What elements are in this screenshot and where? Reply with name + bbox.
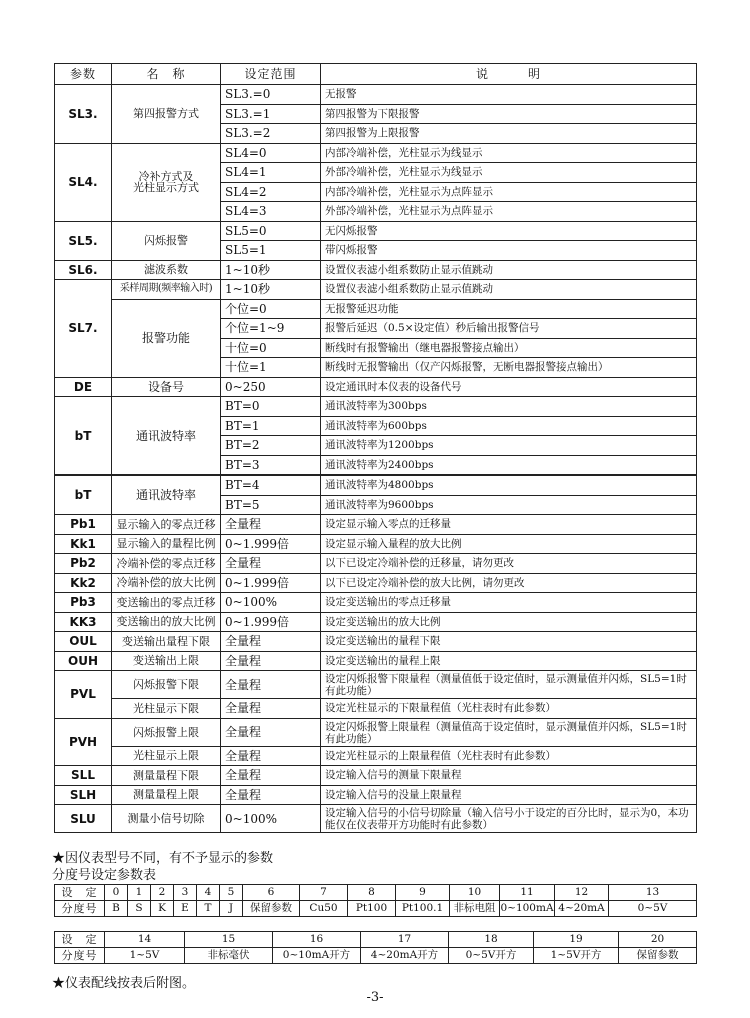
param-range: BT=0 — [221, 397, 321, 417]
param-desc: 设定输入信号的没量上限量程 — [321, 785, 697, 805]
param-desc: 断线时无报警输出（仅产闪烁报警，无断电器报警接点输出） — [321, 358, 697, 378]
table-row — [55, 475, 697, 495]
table-row — [55, 143, 697, 163]
row-label-set: 设 定 — [55, 885, 105, 901]
param-desc: 内部冷端补偿，光柱显示为线显示 — [321, 143, 697, 163]
header-param: 参数 — [55, 64, 112, 85]
division-value: K — [151, 901, 174, 917]
set-value: 12 — [555, 885, 609, 901]
table-row — [55, 746, 697, 766]
set-value: 4 — [197, 885, 220, 901]
param-range: 全量程 — [221, 554, 321, 574]
param-desc: 设定显示输入零点的迁移量 — [321, 515, 697, 535]
param-desc: 外部冷端补偿，光柱显示为点阵显示 — [321, 202, 697, 222]
param-code: bT — [55, 475, 112, 515]
param-name: 测量量程下限 — [112, 766, 221, 786]
param-name — [112, 143, 221, 221]
param-range: 十位=1 — [221, 358, 321, 378]
param-name: 显示输入的量程比例 — [112, 534, 221, 554]
param-range: 0~1.999倍 — [221, 612, 321, 632]
table-row — [55, 785, 697, 805]
param-range: BT=1 — [221, 416, 321, 436]
note-model-params: ★因仪表型号不同，有不予显示的参数 — [52, 851, 274, 866]
param-name: 显示输入的零点迁移 — [112, 515, 221, 535]
set-value: 3 — [174, 885, 197, 901]
division-value: 保留参数 — [619, 948, 697, 964]
param-desc: 设定变送输出的放大比例 — [321, 612, 697, 632]
param-desc: 无闪烁报警 — [321, 221, 697, 241]
param-name: 通讯波特率 — [112, 397, 221, 476]
parameter-table — [54, 63, 697, 833]
param-name: 测量小信号切除 — [112, 805, 221, 833]
header-name: 名 称 — [112, 64, 221, 85]
param-desc: 带闪烁报警 — [321, 241, 697, 261]
param-range: SL3.=1 — [221, 104, 321, 124]
param-range: BT=4 — [221, 475, 321, 495]
param-range: 0~1.999倍 — [221, 534, 321, 554]
param-code: KK3 — [55, 612, 112, 632]
param-name: 闪烁报警下限 — [112, 671, 221, 699]
param-desc: 通讯波特率为300bps — [321, 397, 697, 417]
param-name: 设备号 — [112, 377, 221, 397]
table-row — [55, 948, 697, 964]
table-row — [55, 593, 697, 613]
param-code: SLU — [55, 805, 112, 833]
table-row — [55, 612, 697, 632]
row-label-division: 分度号 — [55, 948, 105, 964]
table-row — [55, 554, 697, 574]
division-value: 1~5V开方 — [534, 948, 619, 964]
param-name-line1: 冷补方式及 — [138, 170, 194, 183]
param-name: 测量量程上限 — [112, 785, 221, 805]
param-range: SL4=0 — [221, 143, 321, 163]
param-name: 变送输出的放大比例 — [112, 612, 221, 632]
division-value: J — [220, 901, 243, 917]
table-row — [55, 805, 697, 833]
param-code: Pb1 — [55, 515, 112, 535]
param-desc: 设定通讯时本仪表的设备代号 — [321, 377, 697, 397]
division-value: B — [105, 901, 128, 917]
param-range: SL4=1 — [221, 163, 321, 183]
param-name: 滤波系数 — [112, 260, 221, 280]
division-value: 0~5V开方 — [449, 948, 534, 964]
set-value: 0 — [105, 885, 128, 901]
set-value: 20 — [619, 932, 697, 948]
param-code: SLH — [55, 785, 112, 805]
param-desc: 设定输入信号的测量下限量程 — [321, 766, 697, 786]
division-value: 4~20mA — [555, 901, 609, 917]
param-code: SL4. — [55, 143, 112, 221]
table-row — [55, 718, 697, 746]
param-range: 0~250 — [221, 377, 321, 397]
param-code: Pb3 — [55, 593, 112, 613]
table-row — [55, 260, 697, 280]
param-desc: 以下已设定冷端补偿的放大比例，请勿更改 — [321, 573, 697, 593]
param-range: 全量程 — [221, 671, 321, 699]
param-code: PVH — [55, 718, 112, 766]
param-code: DE — [55, 377, 112, 397]
param-desc: 设定光柱显示的上限量程值（光柱表时有此参数） — [321, 746, 697, 766]
param-name: 冷端补偿的零点迁移 — [112, 554, 221, 574]
param-range: SL4=2 — [221, 182, 321, 202]
param-range: 0~1.999倍 — [221, 573, 321, 593]
param-desc: 报警后延迟（0.5×设定值）秒后输出报警信号 — [321, 319, 697, 339]
param-range: BT=2 — [221, 436, 321, 456]
param-range: 全量程 — [221, 766, 321, 786]
set-value: 14 — [105, 932, 185, 948]
header-range: 设定范围 — [221, 64, 321, 85]
division-value: E — [174, 901, 197, 917]
division-value: 0~10mA开方 — [273, 948, 361, 964]
param-range: 全量程 — [221, 515, 321, 535]
set-value: 6 — [243, 885, 300, 901]
param-range: 1~10秒 — [221, 280, 321, 300]
param-desc: 设定光柱显示的下限量程值（光柱表时有此参数） — [321, 699, 697, 719]
param-range: 0~100% — [221, 593, 321, 613]
table-row — [55, 515, 697, 535]
table-row — [55, 699, 697, 719]
param-code: SL7. — [55, 280, 112, 378]
param-code: Kk1 — [55, 534, 112, 554]
set-value: 2 — [151, 885, 174, 901]
param-desc: 设定变送输出的量程上限 — [321, 651, 697, 671]
param-name: 变送输出上限 — [112, 651, 221, 671]
set-value: 7 — [300, 885, 348, 901]
table-row — [55, 573, 697, 593]
param-desc: 断线时有报警输出（继电器报警接点输出） — [321, 338, 697, 358]
param-desc: 设置仪表滤小组系数防止显示值跳动 — [321, 260, 697, 280]
division-value: Pt100 — [348, 901, 396, 917]
division-value: 保留参数 — [243, 901, 300, 917]
param-range: SL5=0 — [221, 221, 321, 241]
param-range: 个位=1~9 — [221, 319, 321, 339]
division-value: Pt100.1 — [396, 901, 450, 917]
set-value: 11 — [500, 885, 555, 901]
table-row — [55, 885, 697, 901]
param-range: 1~10秒 — [221, 260, 321, 280]
table-row — [55, 221, 697, 241]
param-range: SL3.=2 — [221, 124, 321, 144]
param-desc: 设定输入信号的小信号切除量（输入信号小于设定的百分比时，显示为0，本功能仅在仪表带开方功能时有此参数） — [321, 805, 697, 833]
param-desc: 通讯波特率为2400bps — [321, 455, 697, 475]
param-name: 冷端补偿的放大比例 — [112, 573, 221, 593]
param-name: 第四报警方式 — [112, 85, 221, 144]
param-desc: 以下已设定冷端补偿的迁移量，请勿更改 — [321, 554, 697, 574]
param-range: 全量程 — [221, 746, 321, 766]
param-desc: 无报警延迟功能 — [321, 299, 697, 319]
param-range: 十位=0 — [221, 338, 321, 358]
param-range: BT=3 — [221, 455, 321, 475]
row-label-set: 设 定 — [55, 932, 105, 948]
param-desc: 通讯波特率为4800bps — [321, 475, 697, 495]
param-range: 个位=0 — [221, 299, 321, 319]
division-value: 0~5V — [609, 901, 697, 917]
param-code: OUL — [55, 632, 112, 652]
set-value: 19 — [534, 932, 619, 948]
table-row — [55, 377, 697, 397]
param-range: 全量程 — [221, 699, 321, 719]
param-name: 通讯波特率 — [112, 475, 221, 515]
table-row — [55, 397, 697, 417]
table-row — [55, 671, 697, 699]
table-row — [55, 766, 697, 786]
param-range: 0~100% — [221, 805, 321, 833]
table-row — [55, 280, 697, 300]
param-code: PVL — [55, 671, 112, 719]
param-name: 采样周期(频率输入时) — [112, 280, 221, 300]
param-code: Pb2 — [55, 554, 112, 574]
param-name: 报警功能 — [112, 299, 221, 377]
page-number: -3- — [366, 990, 384, 1005]
set-value: 17 — [361, 932, 449, 948]
param-code: bT — [55, 397, 112, 476]
division-table-2 — [54, 931, 697, 964]
param-desc: 通讯波特率为9600bps — [321, 495, 697, 515]
param-range: 全量程 — [221, 632, 321, 652]
note-wiring: ★仪表配线按表后附图。 — [52, 976, 196, 991]
division-value: T — [197, 901, 220, 917]
param-desc: 通讯波特率为1200bps — [321, 436, 697, 456]
param-range: SL3.=0 — [221, 85, 321, 105]
param-code: SL6. — [55, 260, 112, 280]
param-desc: 无报警 — [321, 85, 697, 105]
division-value: 0~100mA — [500, 901, 555, 917]
param-desc: 外部冷端补偿，光柱显示为线显示 — [321, 163, 697, 183]
set-value: 15 — [185, 932, 273, 948]
param-range: SL4=3 — [221, 202, 321, 222]
table-row — [55, 901, 697, 917]
table-row — [55, 651, 697, 671]
division-table-1 — [54, 884, 697, 917]
param-name: 变送输出的零点迁移 — [112, 593, 221, 613]
table-row — [55, 932, 697, 948]
param-desc: 设定显示输入量程的放大比例 — [321, 534, 697, 554]
set-value: 1 — [128, 885, 151, 901]
param-range: 全量程 — [221, 785, 321, 805]
param-range: BT=5 — [221, 495, 321, 515]
param-name: 闪烁报警上限 — [112, 718, 221, 746]
division-value: 1~5V — [105, 948, 185, 964]
table-row — [55, 534, 697, 554]
param-code: SLL — [55, 766, 112, 786]
param-desc: 设置仪表滤小组系数防止显示值跳动 — [321, 280, 697, 300]
division-value: Cu50 — [300, 901, 348, 917]
row-label-division: 分度号 — [55, 901, 105, 917]
division-table-title: 分度号设定参数表 — [52, 868, 157, 883]
set-value: 8 — [348, 885, 396, 901]
param-desc: 设定闪烁报警下限量程（测量值低于设定值时，显示测量值并闪烁，SL5=1时有此功能） — [321, 671, 697, 699]
param-desc: 内部冷端补偿，光柱显示为点阵显示 — [321, 182, 697, 202]
set-value: 18 — [449, 932, 534, 948]
param-desc: 第四报警为上限报警 — [321, 124, 697, 144]
param-desc: 第四报警为下限报警 — [321, 104, 697, 124]
set-value: 13 — [609, 885, 697, 901]
param-desc: 设定变送输出的零点迁移量 — [321, 593, 697, 613]
param-name: 变送输出量程下限 — [112, 632, 221, 652]
table-header — [55, 64, 697, 85]
param-code: OUH — [55, 651, 112, 671]
set-value: 16 — [273, 932, 361, 948]
param-name: 光柱显示上限 — [112, 746, 221, 766]
param-desc: 设定变送输出的量程下限 — [321, 632, 697, 652]
param-range: SL5=1 — [221, 241, 321, 261]
division-value: 非标毫伏 — [185, 948, 273, 964]
param-code: Kk2 — [55, 573, 112, 593]
division-value: S — [128, 901, 151, 917]
table-row — [55, 299, 697, 319]
header-desc: 说 明 — [321, 64, 697, 85]
table-row — [55, 632, 697, 652]
param-name: 闪烁报警 — [112, 221, 221, 260]
division-value: 非标电阻 — [450, 901, 500, 917]
param-name: 光柱显示下限 — [112, 699, 221, 719]
param-range: 全量程 — [221, 651, 321, 671]
param-desc: 通讯波特率为600bps — [321, 416, 697, 436]
param-code: SL5. — [55, 221, 112, 260]
set-value: 9 — [396, 885, 450, 901]
param-desc: 设定闪烁报警上限量程（测量值高于设定值时，显示测量值并闪烁，SL5=1时有此功能） — [321, 718, 697, 746]
param-range: 全量程 — [221, 718, 321, 746]
param-code: SL3. — [55, 85, 112, 144]
set-value: 10 — [450, 885, 500, 901]
set-value: 5 — [220, 885, 243, 901]
table-row — [55, 85, 697, 105]
param-name-line2: 光柱显示方式 — [133, 181, 199, 194]
division-value: 4~20mA开方 — [361, 948, 449, 964]
